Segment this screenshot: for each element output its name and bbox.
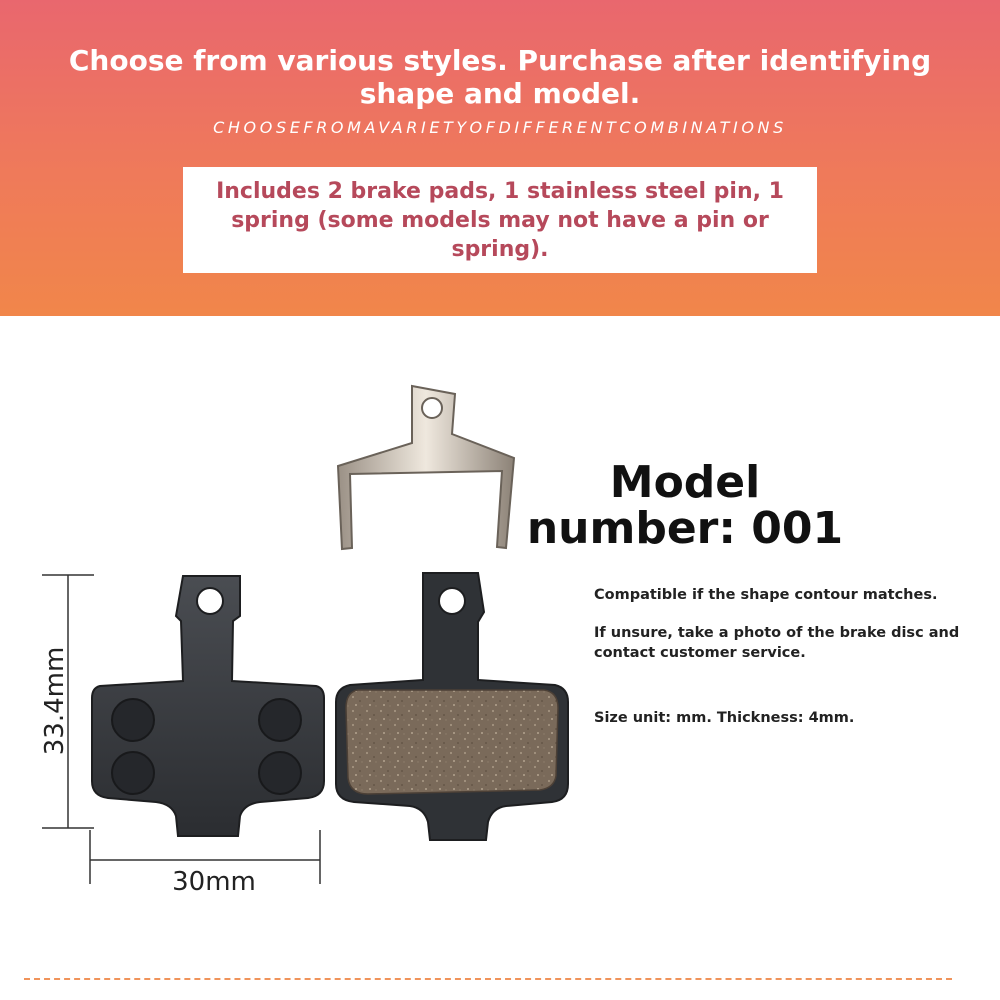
header-banner — [0, 0, 1000, 316]
brake-pad-back-icon — [92, 576, 324, 836]
size-unit-note: Size unit: mm. Thickness: 4mm. — [594, 710, 855, 726]
brake-pad-friction-icon — [336, 573, 568, 840]
spring-icon — [338, 386, 514, 549]
package-contents-box — [183, 167, 817, 273]
model-number-title: Model number: 001 — [526, 457, 844, 554]
package-contents-text: Includes 2 brake pads, 1 stainless steel pin, 1 spring (some models may not have a pin or spring). — [216, 178, 784, 262]
compatibility-note: Compatible if the shape contour matches. — [594, 587, 938, 603]
width-dimension-label: 30mm — [172, 867, 256, 897]
dashed-divider — [24, 978, 952, 980]
height-dimension-label: 33.4mm — [40, 646, 70, 756]
banner-subline: CHOOSEFROMAVARIETYOFDIFFERENTCOMBINATIONS — [213, 118, 787, 137]
support-note: If unsure, take a photo of the brake disc and contact customer service. — [594, 625, 960, 661]
banner-headline: Choose from various styles. Purchase after identifying shape and model. — [68, 44, 932, 110]
